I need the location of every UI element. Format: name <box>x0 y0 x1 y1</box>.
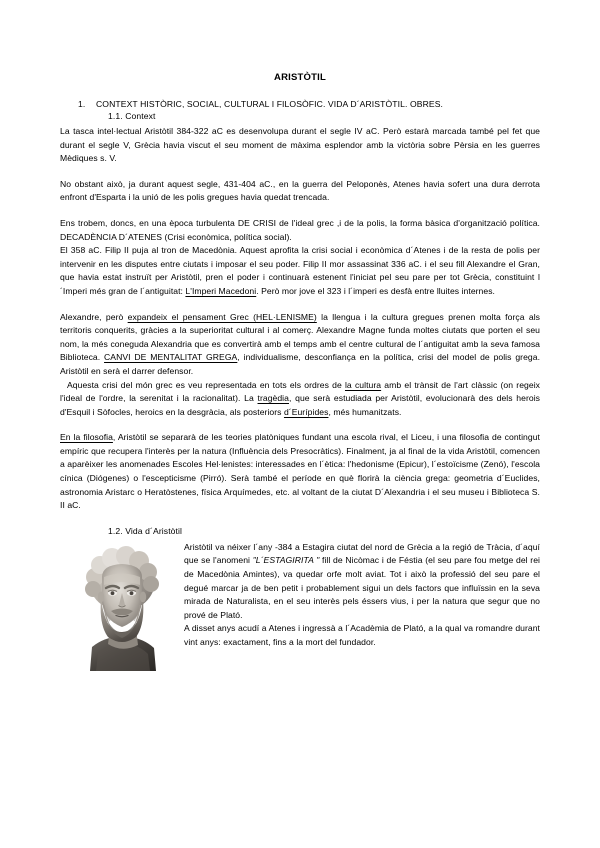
underlined-en-la-filosofia: En la filosofia <box>60 432 113 443</box>
underlined-hellenisme: expandeix el pensament Grec (HEL·LENISME) <box>127 311 317 322</box>
biography-p1-part-b: fill de Nicòmac i de Féstia (el seu pare fou metge del rei de Macedònia Amintes), va quedar orfe molt aviat. Tot i això la professió del seu pare el degué marcar ja de ben petit i probablement sigui un dels factors que influïssin en la seva mirada de Naturalista, en el seu interès pels éssers vius, i per la natura que segur que no prové de Plató. <box>184 555 540 620</box>
subsection-heading-1-1: 1.1. Context <box>108 111 156 121</box>
paragraph-1: La tasca intel·lectual Aristòtil 384-322 aC es desenvolupa durant el segle IV aC. Però estarà marcada també pel fet que durant el segle V, Grècia havia viscut el seu moment de màxima esplendor amb la victòria sobre Pèrsia en les guerres Mèdiques s. V. <box>60 126 540 164</box>
underlined-tragedia: tragèdia <box>257 393 289 404</box>
underlined-imperi-macedoni: L'Imperi Macedoni <box>185 285 257 296</box>
biography-paragraph-2: A disset anys acudí a Atenes i ingressà a l´Acadèmia de Plató, a la qual va romandre durant vint anys: exactament, fins a la mort del fundador. <box>184 623 540 647</box>
paragraph-7 <box>60 431 540 513</box>
section-heading-text: CONTEXT HISTÒRIC, SOCIAL, CULTURAL I FILOSÒFIC. VIDA D´ARISTÒTIL. OBRES. <box>96 99 444 109</box>
biography-p1-part-a: Aristòtil va néixer l´any -384 a Estagira ciutat del nord de Grècia a la regió de Tràcia, d´aquí que se l'anomeni <box>184 541 540 566</box>
paragraph-5 <box>60 311 540 379</box>
paragraph-6-part-b: amb el trànsit de l'art clàssic (on regeix l'ideal de l'ordre, la serenitat i la racionalitat). La <box>60 379 540 404</box>
paragraph-7-part-a: , Aristòtil se separarà de les teories platòniques fundant una escola rival, el Liceu, i una filosofia de contingut empíric que recupera l'interès per la natura (Influència dels Presocràtics). Finalment, ja al final de la vida Aristòtil, comencen a aparèixer les anomenades Escoles Hel·lenistes: interessades en l´ètica: l'hedonisme (Epicur), l´estoïcisme (Zenó), l'escola cínica (Diógenes) o l'escepticisme (Pirró). Serà també el període en què florirà la ciència grega: geometria d´Euclides, astronomia Aristarc o Heratòstenes, física Arquímedes, etc. al voltant de la ciutat D´Alexandria i el seu museu i Biblioteca S. II aC. <box>60 432 540 511</box>
underlined-euripides: d´Eurípides <box>283 406 329 417</box>
paragraph-4-part-b: . Però mor jove el 323 i l´imperi es desfà entre lluites internes. <box>256 285 495 296</box>
biography-text <box>184 541 540 650</box>
section-number: 1. <box>78 99 86 109</box>
biography-paragraph-1 <box>184 541 540 623</box>
bust-of-aristotle-image <box>74 543 170 671</box>
paragraph-6-part-d: , més humanitzats. <box>328 406 402 417</box>
paragraph-5-part-c: , individualisme, desconfiança en la política, crisi del model de polis grega. Aristòtil en serà el darrer defensor. <box>60 352 541 376</box>
paragraph-4 <box>60 244 540 298</box>
subsection-heading-1-2: 1.2. Vida d´Aristòtil <box>108 525 183 536</box>
paragraph-6-part-a: Aquesta crisi del món grec es veu representada en tots els ordres de <box>67 379 345 390</box>
underlined-canvi-mentalitat-grega: CANVI DE MENTALITAT GREGA <box>104 352 238 363</box>
paragraph-6 <box>60 379 540 420</box>
paragraph-6-part-c: , que serà estudiada per Aristòtil, evolucionarà des dels herois d'Esquil i Sòfocles, heroics en la desgràcia, als posteriors <box>60 393 540 417</box>
paragraph-3: Ens trobem, doncs, en una època turbulenta DE CRISI de l'ideal grec ,i de la polis, la forma bàsica d'organització política. DECADÈNCIA D´ATENES (Crisi econòmica, política social). <box>60 217 540 242</box>
italic-estagirita: "L´ESTAGIRITA " <box>252 555 320 566</box>
biography-block <box>60 541 540 675</box>
section-heading-1 <box>60 99 540 109</box>
page-title: ARISTÒTIL <box>274 72 326 83</box>
underlined-la-cultura: la cultura <box>344 379 382 390</box>
paragraph-5-part-a: Alexandre, però <box>60 311 128 322</box>
paragraph-2: No obstant això, ja durant aquest segle, 431-404 aC., en la guerra del Peloponès, Atenes havia sofert una dura derrota enfront d'Esparta i la unió de les polis gregues havia quedat trencada. <box>60 178 540 203</box>
paragraph-4-part-a: El 358 aC. Filip II puja al tron de Macedònia. Aquest aprofita la crisi social i econòmica d´Atenes i de la resta de polis per intervenir en les disputes entre ciutats i imposar el seu poder. Filip II mor assassinat 336 aC. i el seu fill Alexandre el Gran, que havia estat instruït per Aristòtil, pren el poder i continuarà estenent l'iniciat pel seu pare per tot Grècia, constituint l´Imperi més gran de l´antiguitat: <box>60 245 540 296</box>
paragraph-5-part-b: la llengua i la cultura gregues prenen molta força als territoris conquerits, gràcies a la superioritat cultural i al comerç. Alexandre Magne funda moltes ciutats que porten el seu nom, la més coneguda Alexandria que es convertirà amb el temps amb el centre cultural de l´antiguitat amb la seva famosa Biblioteca. <box>60 311 540 363</box>
